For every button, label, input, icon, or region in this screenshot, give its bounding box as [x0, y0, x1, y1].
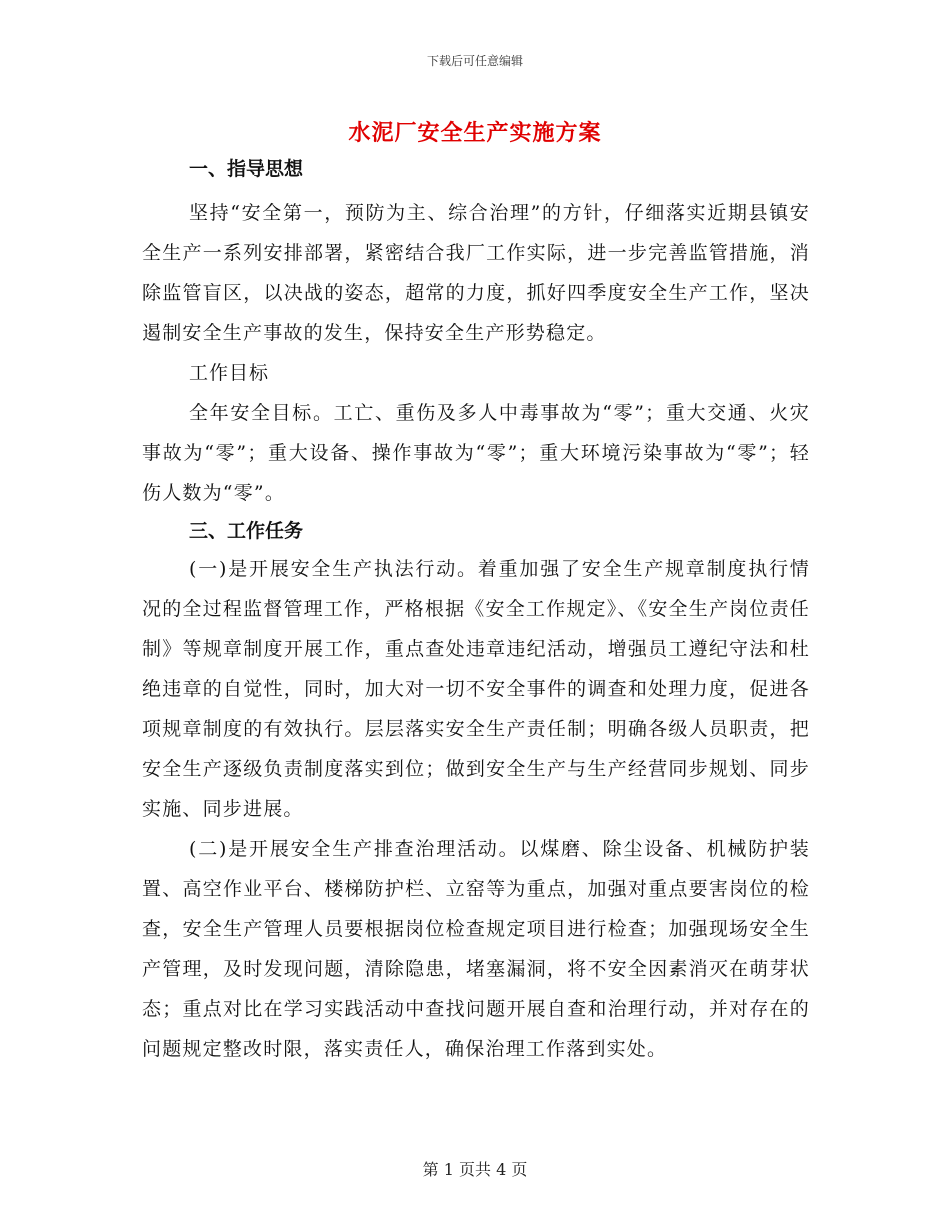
section-heading-tasks: 三、工作任务 [189, 520, 304, 542]
section-heading-guiding: 一、指导思想 [189, 158, 304, 180]
paragraph-task-1: (一)是开展安全生产执法行动。着重加强了安全生产规章制度执行情况的全过程监督管理工作，严格根据《安全工作规定》、《安全生产岗位责任制》等规章制度开展工作，重点查处违章违纪活动，增强员工遵纪守法和杜绝违章的自觉性，同时，加大对一切不安全事件的调查和处理力度，促进各项规章制度的有效执行。层层落实安全生产责任制；明确各级人员职责，把安全生产逐级负责制度落实到位；做到安全生产与生产经营同步规划、同步实施、同步进展。 [142, 558, 810, 820]
document-title: 水泥厂安全生产实施方案 [348, 120, 602, 146]
page-footer-number: 第 1 页共 4 页 [422, 1160, 528, 1179]
paragraph-guiding: 坚持“安全第一，预防为主、综合治理”的方针，仔细落实近期县镇安全生产一系列安排部署，紧密结合我厂工作实际，进一步完善监管措施，消除监管盲区，以决战的姿态，超常的力度，抓好四季度安全生产工作，坚决遏制安全生产事故的发生，保持安全生产形势稳定。 [142, 202, 810, 344]
paragraph-goal: 全年安全目标。工亡、重伤及多人中毒事故为“零”；重大交通、火灾事故为“零”；重大设备、操作事故为“零”；重大环境污染事故为“零”；轻伤人数为“零”。 [142, 402, 810, 504]
document-body [142, 151, 810, 1069]
subheading-goal: 工作目标 [189, 362, 270, 384]
paragraph-task-2: (二)是开展安全生产排查治理活动。以煤磨、除尘设备、机械防护装置、高空作业平台、楼梯防护栏、立窑等为重点，加强对重点要害岗位的检查，安全生产管理人员要根据岗位检查规定项目进行检查；加强现场安全生产管理，及时发现问题，清除隐患，堵塞漏洞，将不安全因素消灭在萌芽状态；重点对比在学习实践活动中查找问题开展自查和治理行动，并对存在的问题规定整改时限，落实责任人，确保治理工作落到实处。 [142, 838, 810, 1060]
page-header-note: 下载后可任意编辑 [426, 54, 523, 68]
